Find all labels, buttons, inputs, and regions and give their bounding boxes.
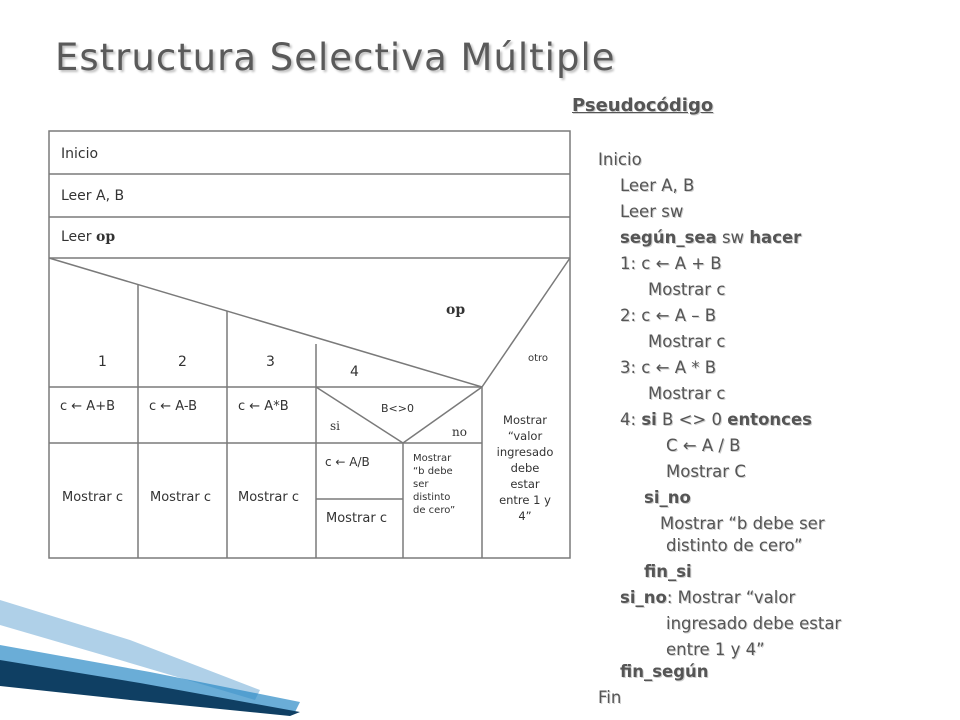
error-line-1: Mostrar — [413, 453, 452, 464]
pseudocode-line — [620, 254, 722, 274]
pseudocode-line — [648, 384, 725, 404]
assign-div: c ← A/B — [325, 455, 370, 469]
error-line-2: “b debe — [413, 466, 453, 477]
pseudocode-line — [666, 462, 746, 482]
pseudocode-token: C ← A / B — [666, 436, 741, 455]
pseudocode-token: Mostrar C — [666, 462, 746, 481]
pseudocode-token: ingresado debe estar — [666, 614, 842, 633]
pseudocode-token: Mostrar c — [648, 384, 726, 403]
diagram-border — [49, 131, 570, 558]
pseudocode-token: Fin — [598, 688, 622, 707]
case-3-label: 3 — [266, 354, 275, 370]
show-sum: Mostrar c — [62, 490, 123, 505]
condition-label: B<>0 — [381, 402, 414, 415]
pseudocode-line — [620, 202, 683, 222]
pseudocode-heading: Pseudocódigo — [572, 95, 714, 116]
otro-label: otro — [528, 353, 549, 364]
show-prod: Mostrar c — [238, 490, 299, 505]
pseudocode-line — [620, 410, 812, 430]
pseudocode-line — [666, 614, 841, 634]
leer-op-prefix: Leer — [61, 229, 96, 245]
pseudocode-token: distinto de cero” — [666, 536, 803, 555]
slide-title: Estructura Selectiva Múltiple — [55, 36, 616, 79]
leer-ab-label: Leer A, B — [61, 188, 125, 204]
pseudocode-line — [620, 358, 716, 378]
error-line-3: ser — [413, 479, 429, 490]
assign-diff: c ← A-B — [149, 399, 198, 414]
otro-message — [497, 413, 554, 523]
otro-line-5: estar — [510, 477, 540, 491]
show-div: Mostrar c — [326, 511, 387, 526]
otro-line-2: “valor — [507, 429, 543, 443]
show-diff: Mostrar c — [150, 490, 211, 505]
pseudocode-line — [620, 306, 716, 326]
pseudocode-token: Inicio — [598, 150, 642, 169]
pseudocode-keyword: fin_según — [620, 662, 709, 681]
pseudocode-keyword: si_no — [620, 588, 667, 607]
pseudocode-keyword: si — [641, 410, 657, 429]
error-line-4: distinto — [413, 492, 451, 503]
pseudocode-token: 3: c ← A * B — [620, 358, 717, 377]
pseudocode-line — [666, 536, 803, 556]
error-line-5: de cero” — [413, 505, 456, 516]
pseudocode-keyword: si_no — [644, 488, 691, 507]
otro-line-4: debe — [510, 461, 540, 475]
pseudocode-line — [620, 228, 801, 248]
pseudocode-token: B <> 0 — [656, 410, 728, 429]
pseudocode-token: : Mostrar “valor — [666, 588, 796, 607]
otro-line-1: Mostrar — [503, 413, 547, 427]
pseudocode-keyword: hacer — [749, 228, 802, 247]
pseudocode-token: sw — [716, 228, 750, 247]
pseudocode-token: Mostrar c — [648, 332, 726, 351]
selector-label: op — [446, 302, 466, 318]
case-1-label: 1 — [98, 354, 107, 370]
pseudocode-token: Leer sw — [620, 202, 684, 221]
pseudocode-keyword: fin_si — [644, 562, 692, 581]
pseudocode-token: 4: — [620, 410, 642, 429]
cond-yes-label: si — [330, 419, 340, 433]
pseudocode-token: 1: c ← A + B — [620, 254, 722, 273]
assign-prod: c ← A*B — [238, 399, 289, 414]
case-4-label: 4 — [350, 364, 359, 380]
pseudocode-line — [660, 514, 825, 534]
otro-line-6: entre 1 y — [499, 493, 551, 507]
pseudocode-line — [620, 176, 694, 196]
pseudocode-line — [644, 488, 691, 508]
otro-diagonal-line — [482, 258, 570, 387]
pseudocode-token: Leer A, B — [620, 176, 695, 195]
otro-line-7: 4” — [518, 509, 532, 523]
condition-right-diagonal — [403, 387, 482, 443]
pseudocode-keyword: entonces — [727, 410, 812, 429]
pseudocode-line — [666, 436, 741, 456]
otro-line-3: ingresado — [496, 445, 554, 459]
pseudocode-line — [598, 150, 642, 170]
pseudocode-line — [620, 588, 795, 608]
pseudocode-line — [666, 640, 765, 660]
pseudocode-line — [648, 332, 725, 352]
pseudocode-token: Mostrar c — [648, 280, 726, 299]
leer-op-label — [61, 229, 115, 245]
pseudocode-line — [598, 688, 621, 708]
pseudocode-line — [648, 280, 725, 300]
pseudocode-token: 2: c ← A – B — [620, 306, 717, 325]
pseudocode-token: entre 1 y 4” — [666, 640, 765, 659]
error-message — [413, 453, 455, 516]
case-2-label: 2 — [178, 354, 187, 370]
leer-op-var: op — [96, 229, 116, 245]
pseudocode-line — [644, 562, 692, 582]
condition-left-diagonal — [316, 387, 403, 443]
assign-sum: c ← A+B — [60, 399, 116, 414]
pseudocode-keyword: según_sea — [620, 228, 717, 247]
pseudocode-token: Mostrar “b debe ser — [660, 514, 825, 533]
inicio-label: Inicio — [61, 146, 99, 162]
cond-no-label: no — [452, 425, 467, 439]
pseudocode-line — [620, 662, 709, 682]
